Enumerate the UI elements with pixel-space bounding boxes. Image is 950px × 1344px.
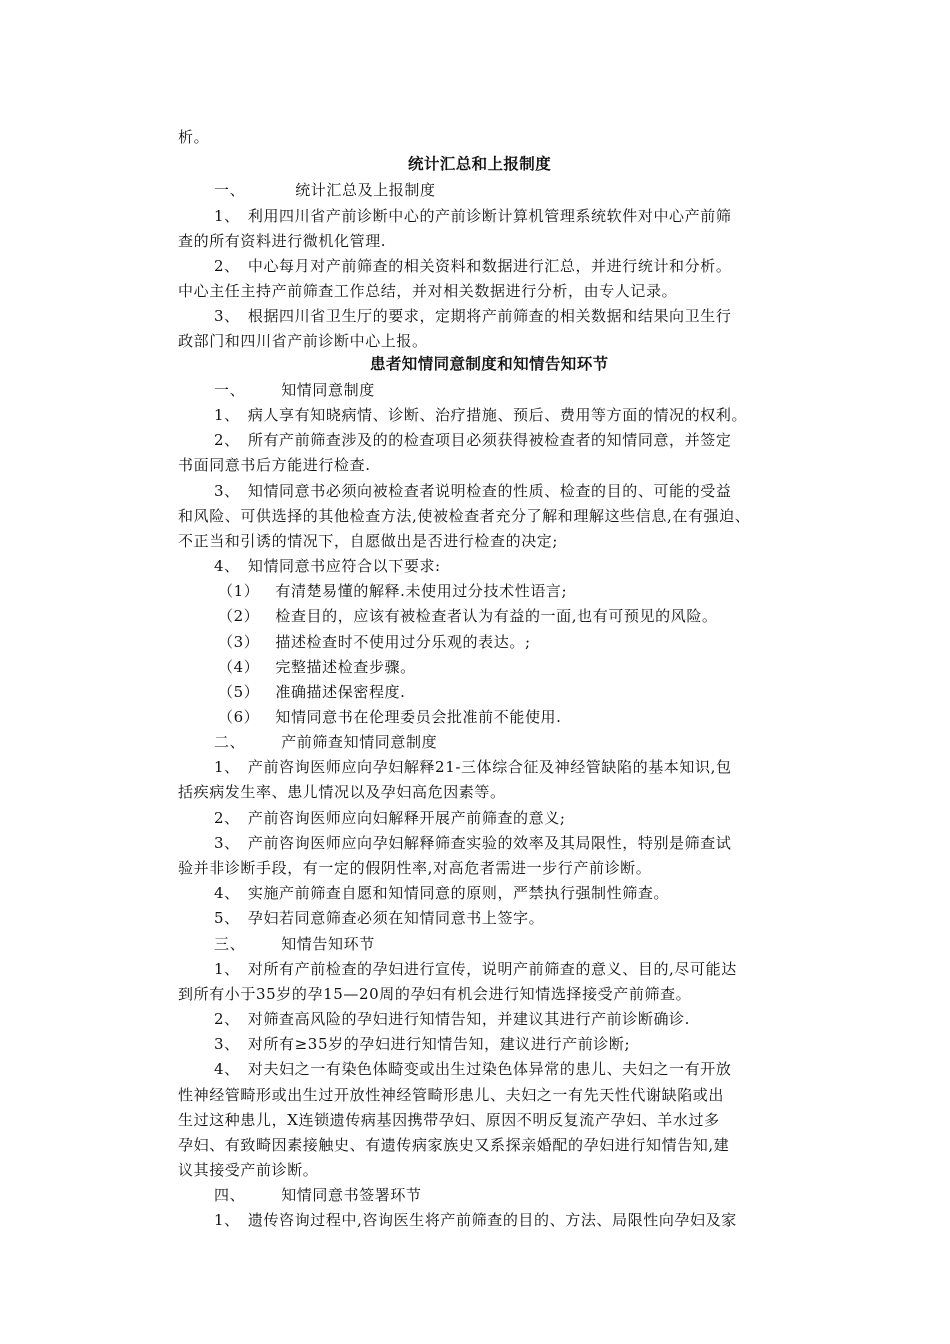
body-text-line: 到所有小于35岁的孕15—20周的孕妇有机会进行知情选择接受产前筛查。 [178, 985, 692, 1003]
body-text-line: 4、 对夫妇之一有染色体畸变或出生过染色体异常的患儿、夫妇之一有开放 [214, 1060, 732, 1078]
body-text-line: 2、 对筛查高风险的孕妇进行知情告知，并建议其进行产前诊断确诊. [214, 1010, 691, 1028]
list-number: （3） [218, 633, 260, 651]
heading-text: 知情同意制度 [281, 381, 375, 399]
list-number: （5） [218, 683, 260, 701]
heading-text: 知情同意书签署环节 [281, 1186, 422, 1204]
body-text-line: 生过这种患儿，X连锁遗传病基因携带孕妇、原因不明反复流产孕妇、羊水过多 [178, 1111, 720, 1129]
body-text-line: 政部门和四川省产前诊断中心上报。 [178, 332, 428, 350]
body-text-line: 1、 产前咨询医师应向孕妇解释21-三体综合征及神经管缺陷的基本知识,包 [214, 758, 732, 776]
list-item [218, 707, 562, 727]
body-text-line: 书面同意书后方能进行检查. [178, 456, 371, 474]
body-text-line: 1、 对所有产前检查的孕妇进行宣传，说明产前筛查的意义、目的,尽可能达 [214, 960, 737, 978]
heading-line [214, 1185, 422, 1205]
list-number: （6） [218, 708, 260, 726]
heading-number: 四、 [214, 1186, 246, 1204]
heading-line [214, 934, 375, 954]
body-text-line: 3、 知情同意书必须向被检查者说明检查的性质、检查的目的、可能的受益 [214, 482, 732, 500]
section-title: 统计汇总和上报制度 [408, 155, 552, 173]
body-text-line: 查的所有资料进行微机化管理. [178, 232, 387, 250]
heading-text: 知情告知环节 [281, 935, 375, 953]
section-title: 患者知情同意制度和知情告知环节 [370, 355, 609, 373]
heading-number: 一、 [214, 181, 246, 199]
body-text-line: 3、 根据四川省卫生厅的要求，定期将产前筛查的相关数据和结果向卫生行 [214, 307, 732, 325]
heading-text: 统计汇总及上报制度 [295, 181, 436, 199]
body-text-line: 2、 所有产前筛查涉及的的检查项目必须获得被检查者的知情同意，并签定 [214, 431, 732, 449]
list-text: 完整描述检查步骤。 [275, 658, 416, 676]
body-text-line: 1、 遗传咨询过程中,咨询医生将产前筛查的目的、方法、局限性向孕妇及家 [214, 1211, 737, 1229]
body-text-line: 1、 病人享有知晓病情、诊断、治疗措施、预后、费用等方面的情况的权利。 [214, 406, 748, 424]
list-number: （2） [218, 607, 260, 625]
body-text-line: 验并非诊断手段，有一定的假阴性率,对高危者需进一步行产前诊断。 [178, 859, 652, 877]
heading-number: 二、 [214, 733, 246, 751]
list-number: （1） [218, 582, 260, 600]
body-text-line: 性神经管畸形或出生过开放性神经管畸形患儿、夫妇之一有先天性代谢缺陷或出 [178, 1086, 725, 1104]
list-item [218, 606, 718, 626]
heading-line [214, 732, 437, 752]
body-text-line: 2、 产前咨询医师应向妇解释开展产前筛查的意义; [214, 809, 566, 827]
body-text-line: 中心主任主持产前筛查工作总结，并对相关数据进行分析，由专人记录。 [178, 282, 678, 300]
body-text-line: 孕妇、有致畸因素接触史、有遗传病家族史又系探亲婚配的孕妇进行知情告知,建 [178, 1136, 730, 1154]
list-text: 知情同意书在伦理委员会批准前不能使用. [275, 708, 562, 726]
body-text-line: 析。 [178, 128, 210, 146]
list-item [218, 581, 567, 601]
body-text-line: 2、 中心每月对产前筛查的相关资料和数据进行汇总，并进行统计和分析。 [214, 257, 732, 275]
body-text-line: 5、 孕妇若同意筛查必须在知情同意书上签字。 [214, 909, 545, 927]
list-number: （4） [218, 658, 260, 676]
list-text: 检查目的，应该有被检查者认为有益的一面,也有可预见的风险。 [275, 607, 718, 625]
list-text: 准确描述保密程度. [275, 683, 406, 701]
body-text-line: 4、 实施产前筛查自愿和知情同意的原则，严禁执行强制性筛查。 [214, 884, 670, 902]
body-text-line: 3、 产前咨询医师应向孕妇解释筛查实验的效率及其局限性，特别是筛查试 [214, 834, 732, 852]
list-text: 有清楚易懂的解释.未使用过分技术性语言; [275, 582, 568, 600]
list-item [218, 657, 416, 677]
heading-number: 一、 [214, 381, 246, 399]
body-text-line: 议其接受产前诊断。 [178, 1161, 319, 1179]
body-text-line: 和风险、可供选择的其他检查方法,使被检查者充分了解和理解这些信息,在有强迫、 [178, 507, 751, 525]
body-text-line: 1、 利用四川省产前诊断中心的产前诊断计算机管理系统软件对中心产前筛 [214, 207, 732, 225]
body-text-line: 括疾病发生率、患儿情况以及孕妇高危因素等。 [178, 783, 506, 801]
heading-text: 产前筛查知情同意制度 [281, 733, 438, 751]
list-item [218, 682, 406, 702]
heading-line [214, 380, 375, 400]
heading-number: 三、 [214, 935, 246, 953]
body-text-line: 4、 知情同意书应符合以下要求: [214, 557, 441, 575]
list-item [218, 632, 531, 652]
body-text-line: 3、 对所有≥35岁的孕妇进行知情告知，建议进行产前诊断; [214, 1035, 631, 1053]
list-text: 描述检查时不使用过分乐观的表达。; [275, 633, 531, 651]
heading-line [214, 180, 436, 200]
body-text-line: 不正当和引诱的情况下，自愿做出是否进行检查的决定; [178, 532, 559, 550]
